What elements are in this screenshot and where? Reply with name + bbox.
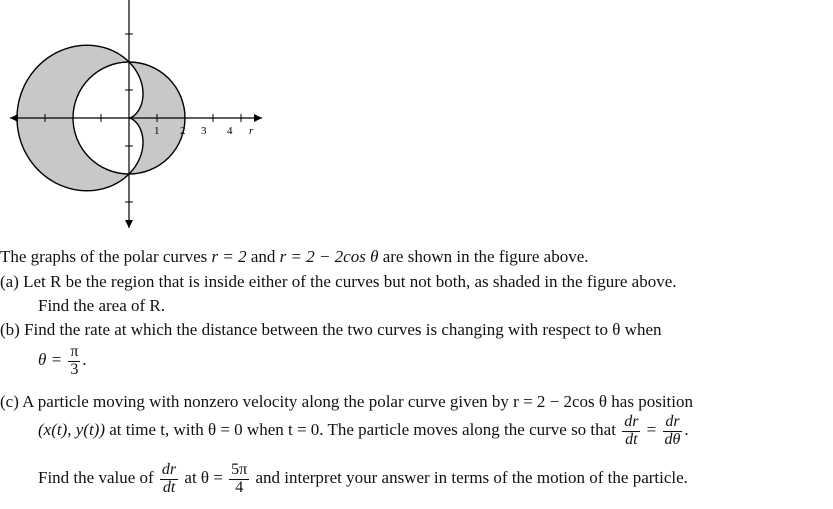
tick-label-3: 3: [201, 125, 207, 137]
tick-label-1: 1: [154, 125, 160, 137]
dr-dt-fraction: $\frac{dr}{dt}$: [624, 413, 639, 448]
part-b-theta: θ = $\frac{\pi}{3}$ .: [38, 343, 87, 378]
position: (x(t), y(t)): [38, 420, 106, 440]
intro-eq-1: r = 2: [211, 247, 247, 266]
intro-line: [0, 247, 589, 267]
dr-dt-fraction-2: $\frac{dr}{dt}$: [161, 461, 177, 496]
part-a-line-2: Find the area of R.: [38, 296, 165, 315]
tick-label-4: 4: [227, 125, 233, 137]
y-axis-bottom-arrow: [125, 220, 133, 228]
intro-text-2: and: [246, 247, 280, 266]
x-axis-right-arrow: [254, 114, 262, 122]
intro-text-3: are shown in the figure above.: [378, 247, 589, 266]
part-c-line-2: (x(t), y(t)) at time t, with θ = 0 when t = 0. The particle moves along the curve so that $\frac{dr}{dt}$ = $\frac{dr}{d\theta}$ .: [38, 413, 689, 448]
theta-equals: θ =: [38, 350, 63, 370]
tick-label-2: 2: [180, 125, 186, 137]
five-pi-over-4: $\frac{5\pi}{4}$: [231, 461, 248, 496]
axis-label-r: r: [249, 125, 254, 137]
part-a-line-1: (a) Let R be the region that is inside either of the curves but not both, as shaded in the figure above.: [0, 272, 677, 291]
intro-text-1: The graphs of the polar curves: [0, 247, 212, 266]
part-c-line-3: Find the value of $\frac{dr}{dt}$ at θ = $\frac{5\pi}{4}$ and interpret your answer in terms of the motion of the particle.: [38, 461, 688, 496]
polar-curves-figure: [0, 0, 300, 240]
part-b-line-1: (b) Find the rate at which the distance between the two curves is changing with respect to θ when: [0, 320, 662, 339]
dr-dtheta-fraction: $\frac{dr}{d\theta}$: [664, 413, 681, 448]
pi-over-3: $\frac{\pi}{3}$: [70, 343, 79, 378]
intro-eq-2: r = 2 − 2cos θ: [279, 247, 379, 266]
part-c-line-1: (c) A particle moving with nonzero velocity along the polar curve given by r = 2 − 2cos θ has position: [0, 392, 693, 411]
